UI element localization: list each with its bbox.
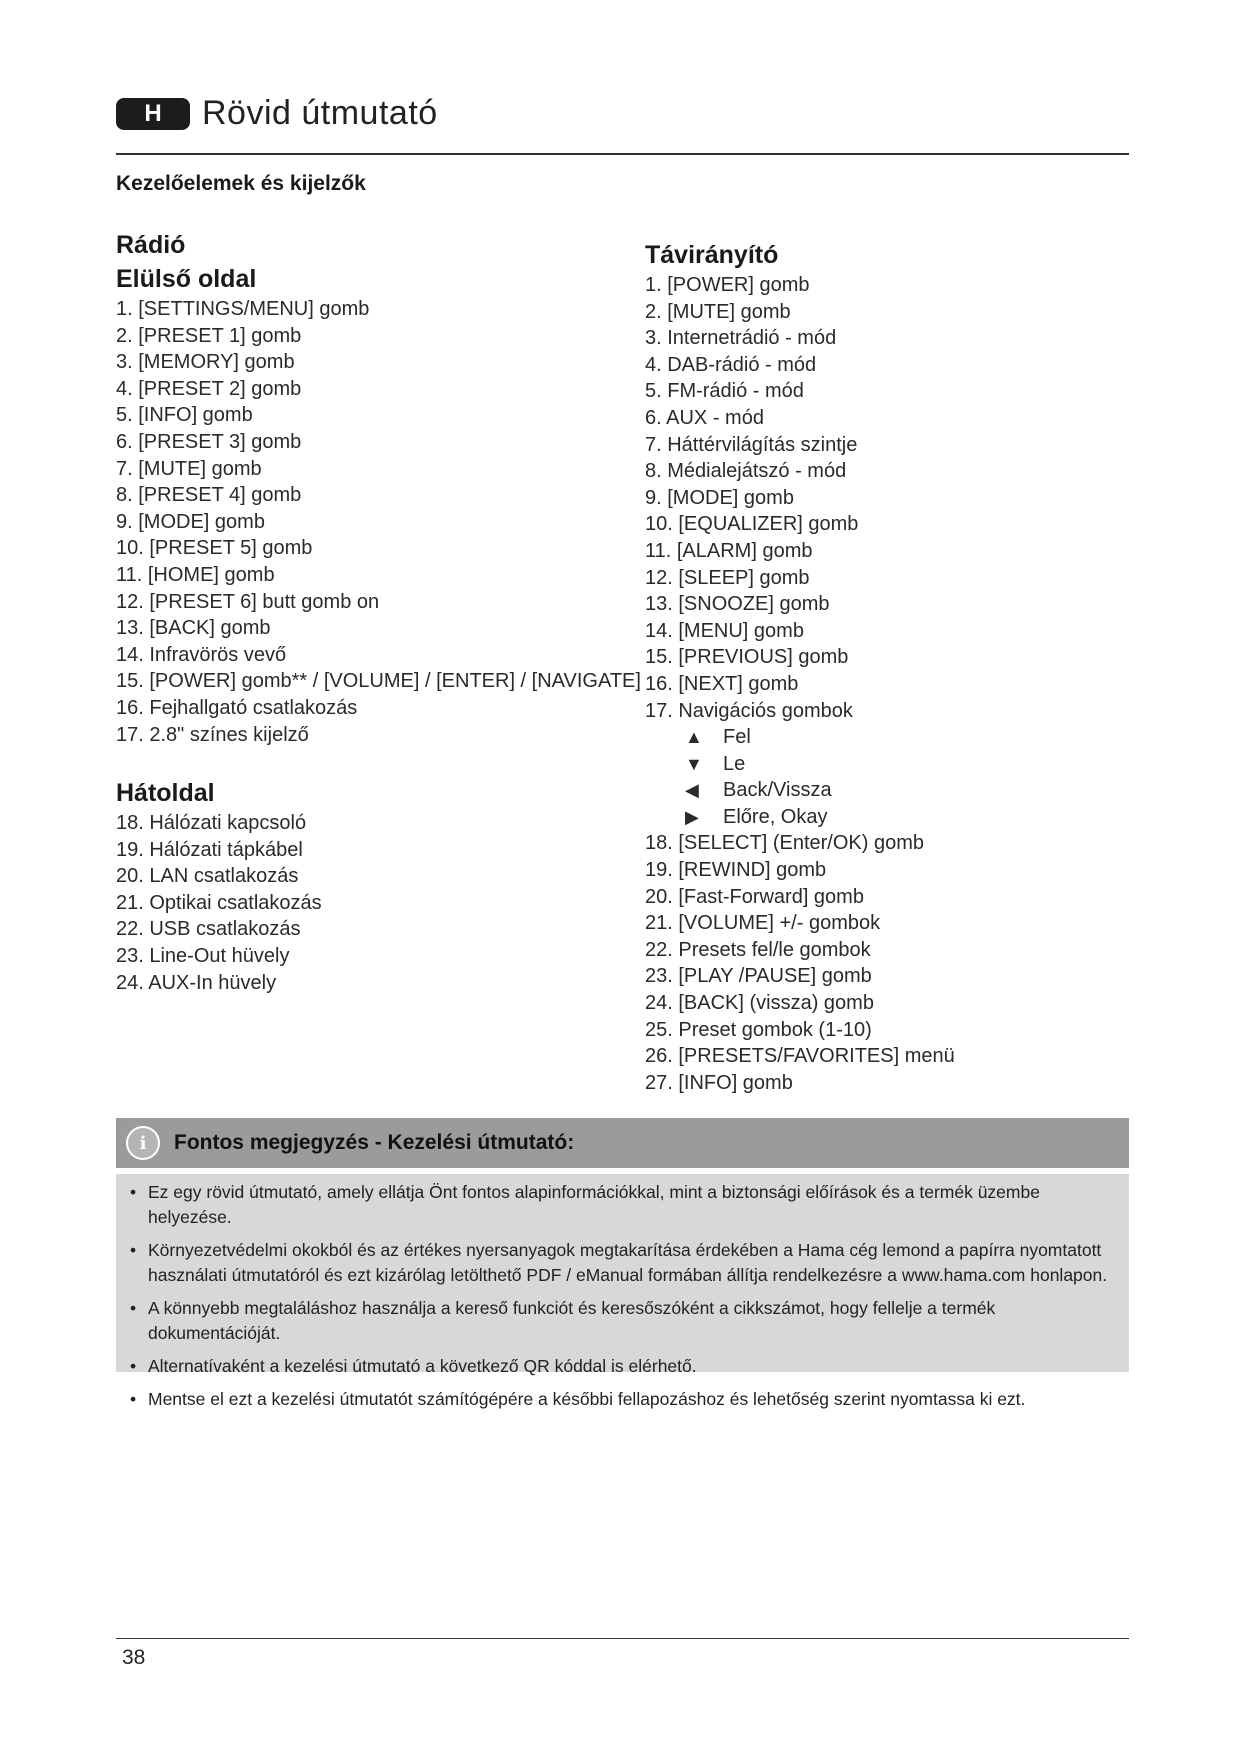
list-item: 12. [SLEEP] gomb bbox=[645, 566, 810, 589]
list-item: 5. [INFO] gomb bbox=[116, 404, 253, 427]
list-item: 1. [SETTINGS/MENU] gomb bbox=[116, 298, 370, 320]
list-item: 11. [ALARM] gomb bbox=[645, 539, 813, 562]
list-item: 19. Hálózati tápkábel bbox=[116, 838, 303, 861]
list-item: 21. [VOLUME] +/- gombok bbox=[645, 912, 881, 935]
list-item: 14. [MENU] gomb bbox=[645, 619, 804, 642]
arrow-right-icon: ▶ bbox=[685, 806, 699, 827]
important-note-header bbox=[116, 1118, 1129, 1168]
nav-sub-label: Le bbox=[723, 752, 746, 775]
list-item: 9. [MODE] gomb bbox=[645, 486, 794, 509]
note-bullet: • Mentse el ezt a kezelési útmutatót számítógépére a későbbi fellapozáshoz és lehetőség szerint nyomtassa ki ezt. bbox=[130, 1387, 1109, 1412]
note-bullet: • A könnyebb megtaláláshoz használja a kereső funkciót és keresőszóként a cikkszámot, hogy fellelje a termék dokumentációját. bbox=[130, 1296, 1109, 1346]
list-item: 6. AUX - mód bbox=[645, 406, 764, 429]
arrow-up-icon: ▲ bbox=[685, 727, 703, 748]
note-bullet-list bbox=[116, 1174, 1129, 1412]
list-item: 3. [MEMORY] gomb bbox=[116, 351, 295, 374]
bottom-divider bbox=[116, 1638, 1129, 1639]
list-item: 17. Navigációs gombok bbox=[645, 699, 853, 722]
nav-sub-label: Fel bbox=[723, 726, 751, 749]
list-item: 22. USB csatlakozás bbox=[116, 918, 301, 941]
list-item: 26. [PRESETS/FAVORITES] menü bbox=[645, 1045, 955, 1068]
list-item: 4. DAB-rádió - mód bbox=[645, 353, 817, 376]
section-title: Kezelőelemek és kijelzők bbox=[116, 172, 366, 195]
note-bullet: • Alternatívaként a kezelési útmutató a következő QR kóddal is elérhető. bbox=[130, 1354, 1109, 1379]
list-item: 20. LAN csatlakozás bbox=[116, 865, 299, 888]
list-item: 4. [PRESET 2] gomb bbox=[116, 377, 302, 400]
note-bullet: • Ez egy rövid útmutató, amely ellátja Önt fontos alapinformációkkal, mint a biztonsági előírások és a termék üzembe helyezése. bbox=[130, 1180, 1109, 1230]
important-note-body bbox=[116, 1174, 1129, 1409]
list-item: 23. [PLAY /PAUSE] gomb bbox=[645, 965, 872, 988]
list-item: 18. [SELECT] (Enter/OK) gomb bbox=[645, 832, 924, 855]
arrow-left-icon: ◀ bbox=[685, 780, 699, 801]
list-item: 15. [PREVIOUS] gomb bbox=[645, 646, 849, 669]
list-item: 17. 2.8" színes kijelző bbox=[116, 723, 309, 746]
list-item: 2. [PRESET 1] gomb bbox=[116, 324, 302, 347]
list-item: 8. Médialejátszó - mód bbox=[645, 460, 847, 483]
list-item: 19. [REWIND] gomb bbox=[645, 859, 827, 882]
page-number: 38 bbox=[122, 1646, 146, 1669]
remote-control-column bbox=[645, 238, 955, 1096]
radio-controls-column bbox=[116, 228, 641, 996]
back-side-list bbox=[116, 810, 641, 996]
language-badge: H bbox=[116, 98, 190, 130]
list-item: 1. [POWER] gomb bbox=[645, 274, 810, 296]
list-item: 7. [MUTE] gomb bbox=[116, 457, 262, 480]
list-item: 8. [PRESET 4] gomb bbox=[116, 484, 302, 507]
remote-heading: Távirányító bbox=[645, 241, 779, 269]
list-item: 12. [PRESET 6] butt gomb on bbox=[116, 590, 380, 613]
page-title: Rövid útmutató bbox=[202, 94, 438, 132]
front-side-list bbox=[116, 296, 641, 748]
list-item: 5. FM-rádió - mód bbox=[645, 380, 804, 403]
list-item: 10. [EQUALIZER] gomb bbox=[645, 513, 859, 536]
list-item: 20. [Fast-Forward] gomb bbox=[645, 885, 864, 908]
list-item: 16. Fejhallgató csatlakozás bbox=[116, 696, 358, 719]
note-bullet: • Környezetvédelmi okokból és az értékes nyersanyagok megtakarítása érdekében a Hama cég lemond a papírra nyomtatott használati útmutatóról és ezt kizárólag letölthető PDF / eManual formában állítja rendelkezésre a www.hama.com honlapon. bbox=[130, 1238, 1109, 1288]
back-side-heading: Hátoldal bbox=[116, 779, 215, 808]
front-side-heading: Elülső oldal bbox=[116, 265, 257, 293]
nav-sub-item-back bbox=[645, 777, 955, 804]
list-item: 24. [BACK] (vissza) gomb bbox=[645, 992, 874, 1015]
list-item: 13. [BACK] gomb bbox=[116, 617, 271, 640]
remote-list bbox=[645, 272, 955, 1096]
list-item: 11. [HOME] gomb bbox=[116, 563, 275, 586]
top-divider bbox=[116, 153, 1129, 155]
nav-sub-item-up bbox=[645, 724, 955, 751]
info-icon: i bbox=[126, 1126, 160, 1160]
nav-sub-label: Back/Vissza bbox=[723, 779, 832, 802]
list-item: 3. Internetrádió - mód bbox=[645, 327, 837, 350]
list-item: 6. [PRESET 3] gomb bbox=[116, 430, 302, 453]
list-item: 23. Line-Out hüvely bbox=[116, 945, 290, 968]
important-note-title: Fontos megjegyzés - Kezelési útmutató: bbox=[174, 1131, 575, 1154]
list-item: 22. Presets fel/le gombok bbox=[645, 938, 871, 961]
list-item: 2. [MUTE] gomb bbox=[645, 300, 791, 323]
list-item: 14. Infravörös vevő bbox=[116, 643, 287, 666]
list-item: 15. [POWER] gomb** / [VOLUME] / [ENTER] / [NAVIGATE] bbox=[116, 670, 641, 693]
nav-sub-item-forward bbox=[645, 804, 955, 831]
list-item: 10. [PRESET 5] gomb bbox=[116, 537, 313, 560]
list-item: 7. Háttérvilágítás szintje bbox=[645, 433, 858, 456]
list-item: 9. [MODE] gomb bbox=[116, 510, 265, 533]
nav-sub-label: Előre, Okay bbox=[723, 805, 828, 828]
list-item: 13. [SNOOZE] gomb bbox=[645, 593, 830, 616]
page-header bbox=[116, 94, 438, 133]
nav-sub-item-down bbox=[645, 751, 955, 778]
list-item: 24. AUX-In hüvely bbox=[116, 971, 277, 994]
radio-heading: Rádió bbox=[116, 231, 186, 259]
list-item: 21. Optikai csatlakozás bbox=[116, 891, 322, 914]
list-item: 25. Preset gombok (1-10) bbox=[645, 1018, 872, 1041]
arrow-down-icon: ▼ bbox=[685, 753, 703, 774]
list-item: 18. Hálózati kapcsoló bbox=[116, 812, 307, 835]
list-item: 27. [INFO] gomb bbox=[645, 1071, 793, 1094]
list-item: 16. [NEXT] gomb bbox=[645, 672, 799, 695]
